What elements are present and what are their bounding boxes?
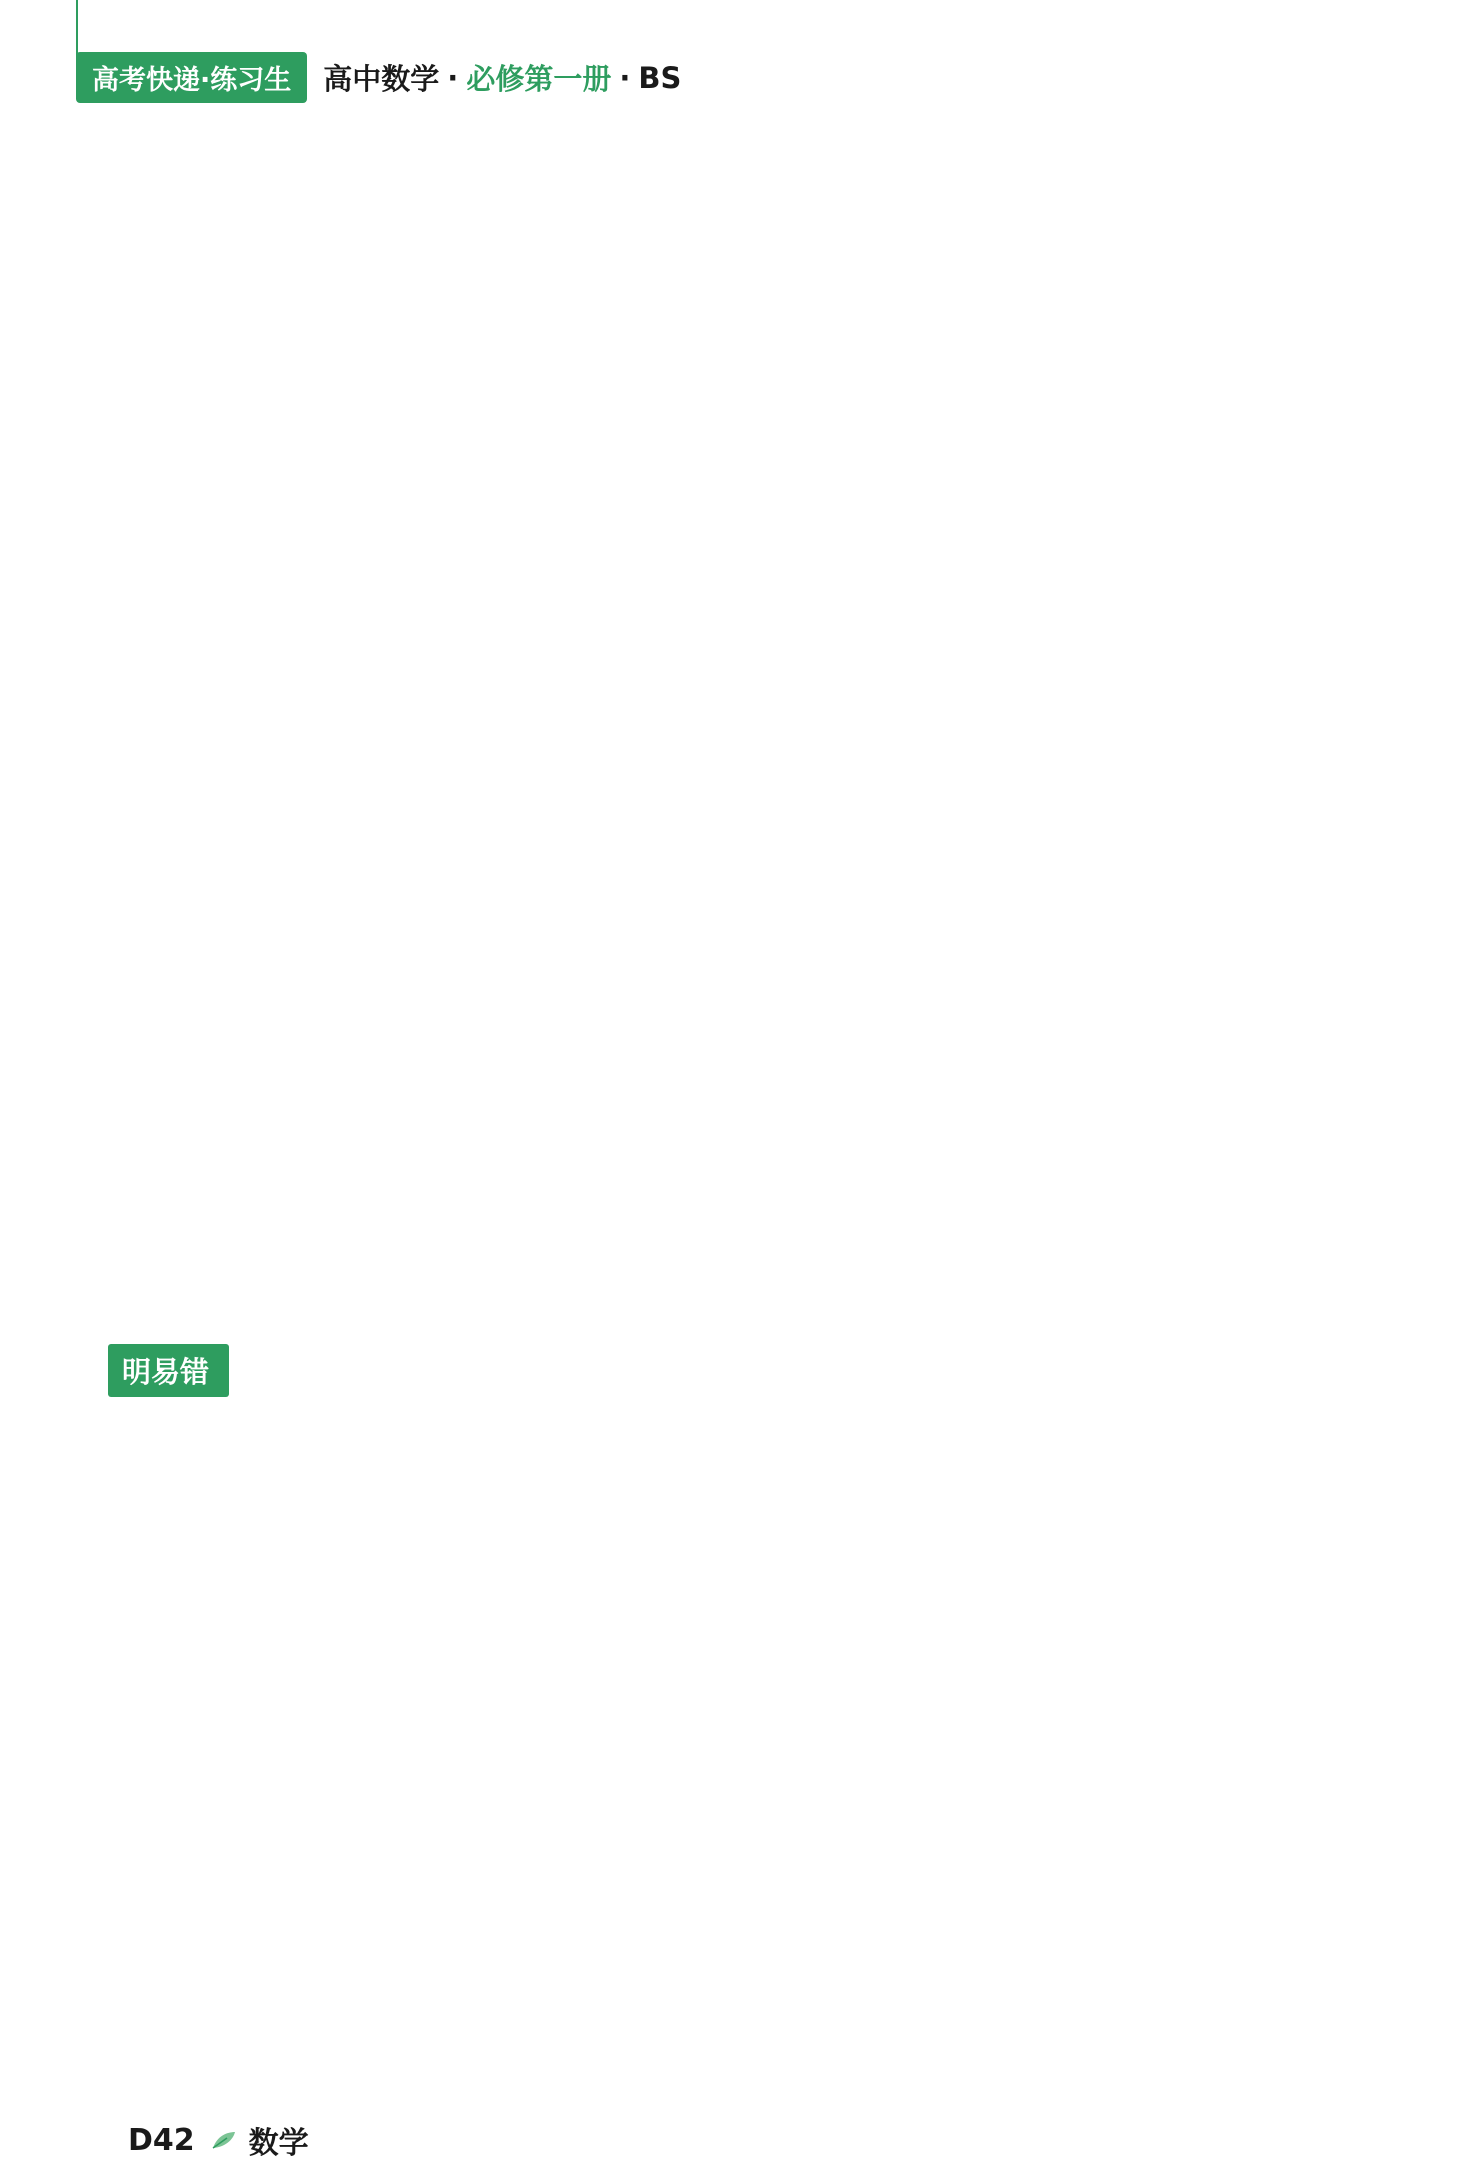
header-subject: 高中数学 <box>323 62 440 96</box>
header-separator-1: · <box>447 60 459 95</box>
header-book: 必修第一册 <box>466 62 612 96</box>
footer-subject: 数学 <box>248 2126 309 2161</box>
page-footer <box>128 2118 309 2162</box>
header-edition: BS <box>638 60 682 95</box>
section-tag: 明易错 <box>108 1344 229 1397</box>
leaf-icon <box>211 2130 237 2150</box>
header-separator-2: · <box>619 60 631 95</box>
page-header <box>76 52 681 103</box>
brand-tag: 高考快递·练习生 <box>76 52 307 103</box>
page-number: D42 <box>128 2122 195 2158</box>
